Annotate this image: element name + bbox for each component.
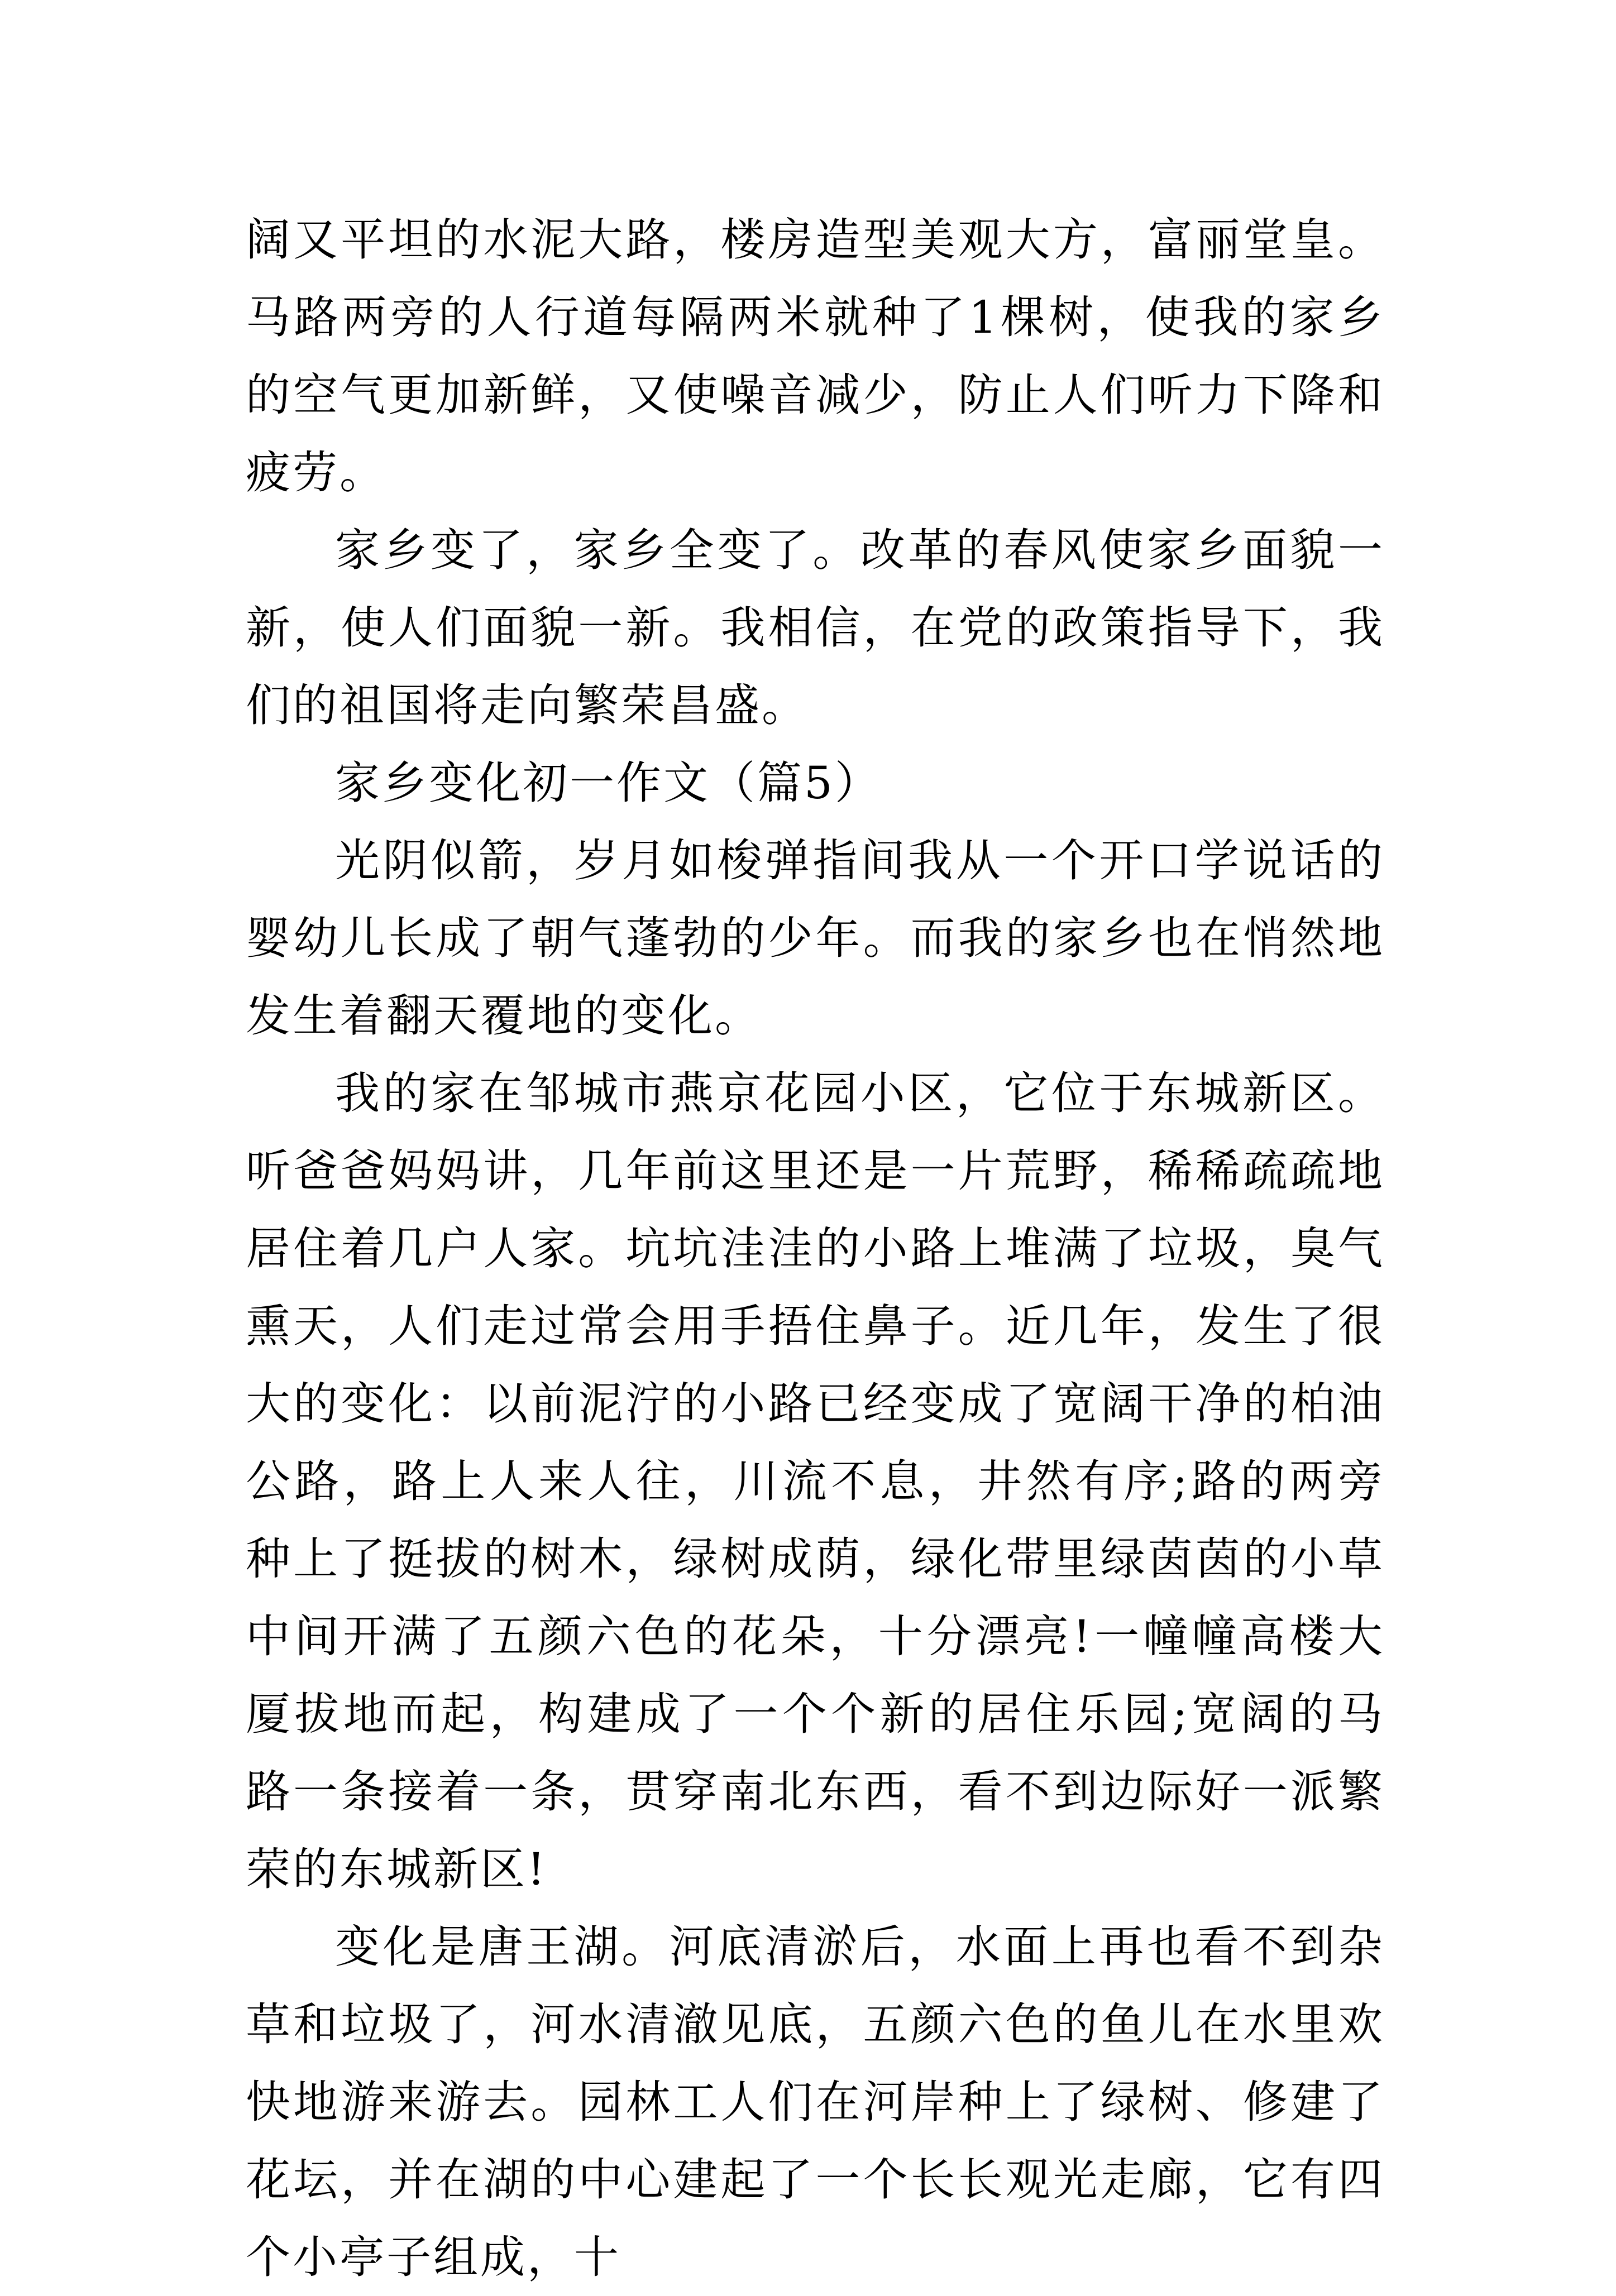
document-body [246,201,1385,2296]
paragraph: 光阴似箭，岁月如梭弹指间我从一个开口学说话的婴幼儿长成了朝气蓬勃的少年。而我的家乡也在悄然地发生着翻天覆地的变化。 [246,835,1385,1042]
paragraph-continued: 阔又平坦的水泥大路，楼房造型美观大方，富丽堂皇。马路两旁的人行道每隔两米就种了1棵树，使我的家乡的空气更加新鲜，又使噪音减少，防止人们听力下降和疲劳。 [246,214,1385,498]
paragraph: 家乡变了，家乡全变了。改革的春风使家乡面貌一新，使人们面貌一新。我相信，在党的政策指导下，我们的祖国将走向繁荣昌盛。 [246,524,1385,731]
paragraph: 我的家在邹城市燕京花园小区，它位于东城新区。听爸爸妈妈讲，几年前这里还是一片荒野，稀稀疏疏地居住着几户人家。坑坑洼洼的小路上堆满了垃圾，臭气熏天，人们走过常会用手捂住鼻子。近几年，发生了很大的变化：以前泥泞的小路已经变成了宽阔干净的柏油公路，路上人来人往，川流不息，井然有序;路的两旁种上了挺拔的树木，绿树成荫，绿化带里绿茵茵的小草中间开满了五颜六色的花朵，十分漂亮!一幢幢高楼大厦拔地而起，构建成了一个个新的居住乐园;宽阔的马路一条接着一条，贯穿南北东西，看不到边际好一派繁荣的东城新区! [246,1067,1385,1895]
paragraph: 变化是唐王湖。河底清淤后，水面上再也看不到杂草和垃圾了，河水清澈见底，五颜六色的鱼儿在水里欢快地游来游去。园林工人们在河岸种上了绿树、修建了花坛，并在湖的中心建起了一个长长观光走廊，它有四个小亭子组成，十 [246,1921,1385,2283]
section-heading: 家乡变化初一作文（篇5） [335,757,882,809]
